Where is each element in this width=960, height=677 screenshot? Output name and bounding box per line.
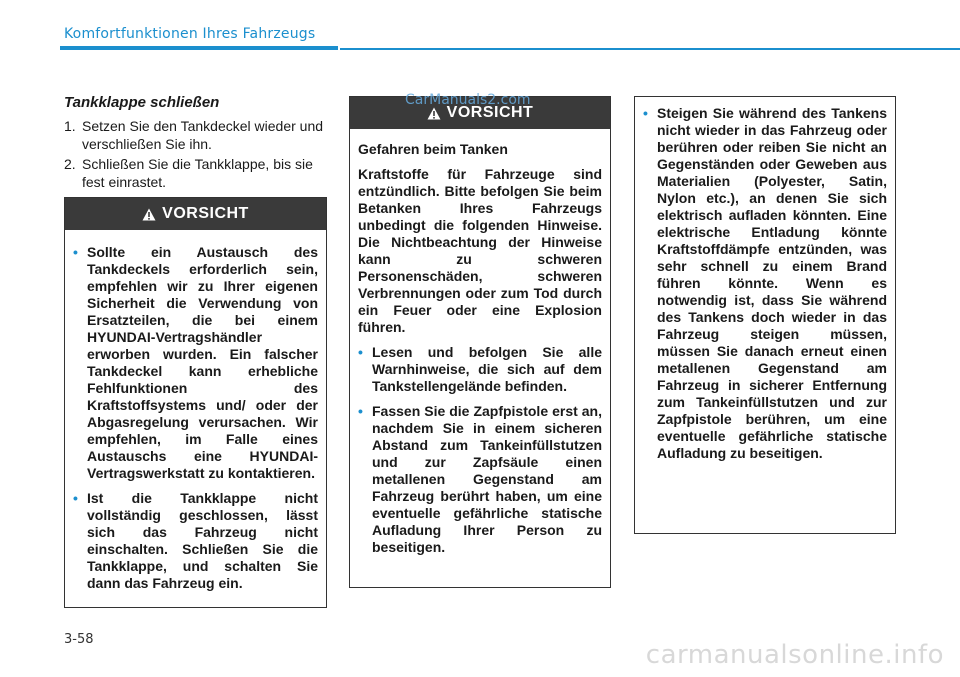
caution-box-refueling [349, 96, 611, 588]
caution-bullet [358, 344, 602, 395]
bullet-dot-icon: • [73, 244, 78, 260]
caution-bullet [73, 490, 318, 592]
caution-box-fuel-cap [64, 197, 327, 608]
step-text: Setzen Sie den Tankdeckel wieder und verschließen Sie ihn. [82, 118, 324, 152]
step-number: 2. [64, 156, 76, 172]
caution-bullet [73, 244, 318, 482]
caution-subheading: Gefahren beim Tanken [358, 141, 508, 157]
step-item [64, 117, 326, 153]
header-rule-thin [340, 48, 960, 50]
watermark-bottom: carmanualsonline.info [645, 640, 944, 670]
bullet-dot-icon: • [358, 344, 363, 360]
warning-triangle-icon [142, 208, 156, 221]
bullet-dot-icon: • [73, 490, 78, 506]
caution-bullet-text: Steigen Sie während des Tankens nicht wieder in das Fahrzeug oder berühren oder reiben Sie nicht an Gegenständen oder Geweben aus Materialien (Polyester, Satin, Nylon etc.), an denen Sie sich elektrisch aufladen könnten. Eine elektrische Entladung könnte Kraftstoffdämpfe entzünden, was sehr schnell zu einem Brand führen könnte. Wenn es notwendig ist, dass Sie während des Tankens doch wieder in das Fahrzeug steigen müssen, müssen Sie danach erneut einen metallenen Gegenstand am Fahrzeug in sicherer Entfernung zum Tankeinfüllstutzen und zur Zapfpistole berühren, um eine eventuelle gefährliche statische Aufladung zu beseitigen. [657, 105, 887, 461]
caution-bullet-text: Ist die Tankklappe nicht vollständig geschlossen, lässt sich das Fahrzeug nicht einschalten. Schließen Sie die Tankklappe, und schalten Sie dann das Fahrzeug ein. [87, 490, 318, 591]
step-item [64, 155, 326, 191]
page-number: 3-58 [64, 632, 94, 647]
caution-bullet-text: Lesen und befolgen Sie alle Warnhinweise, die sich auf dem Tankstellengelände befinden. [372, 344, 602, 394]
bullet-dot-icon: • [358, 403, 363, 419]
watermark-top: CarManuals2.com [405, 92, 531, 108]
step-text: Schließen Sie die Tankklappe, bis sie fest einrastet. [82, 156, 313, 190]
section-heading: Tankklappe schließen [64, 94, 220, 111]
caution-intro: Kraftstoffe für Fahrzeuge sind entzündlich. Bitte befolgen Sie beim Betanken Ihres Fahrzeugs unbedingt die folgenden Hinweise. Die Nichtbeachtung der Hinweise kann zu schweren Personenschäden, schweren Verbrennungen oder zum Tod durch ein Feuer oder eine Explosion führen. [358, 166, 602, 335]
step-number: 1. [64, 118, 76, 134]
caution-bullet-text: Fassen Sie die Zapfpistole erst an, nachdem Sie in einem sicheren Abstand zum Tankeinfüllstutzen und zur Zapfsäule einen metallenen Gegenstand am Fahrzeug berührt haben, um eine eventuelle gefährliche statische Aufladung Ihrer Person zu beseitigen. [372, 403, 602, 555]
caution-bullet [358, 403, 602, 556]
header-rule-thick [60, 46, 338, 50]
steps-list [64, 117, 326, 193]
caution-header [65, 198, 326, 230]
caution-title: VORSICHT [446, 104, 534, 121]
caution-bullet [643, 105, 887, 462]
bullet-dot-icon: • [643, 105, 648, 121]
caution-bullet-text: Sollte ein Austausch des Tankdeckels erforderlich sein, empfehlen wir zu Ihrer eigenen Sicherheit die Verwendung von Ersatzteilen, die bei einem HYUNDAI-Vertragshändler erworben wurden. Ein falscher Tankdeckel kann erhebliche Fehlfunktionen des Kraftstoffsystems und/ oder der Abgasregelung verursachen. Wir empfehlen, im Falle eines Austauschs eine HYUNDAI-Vertragswerkstatt zu kontaktieren. [87, 244, 318, 481]
warning-triangle-icon [427, 107, 441, 120]
caution-title: VORSICHT [162, 205, 249, 222]
caution-box-continued [634, 96, 896, 534]
header-title: Komfortfunktionen Ihres Fahrzeugs [64, 26, 316, 42]
